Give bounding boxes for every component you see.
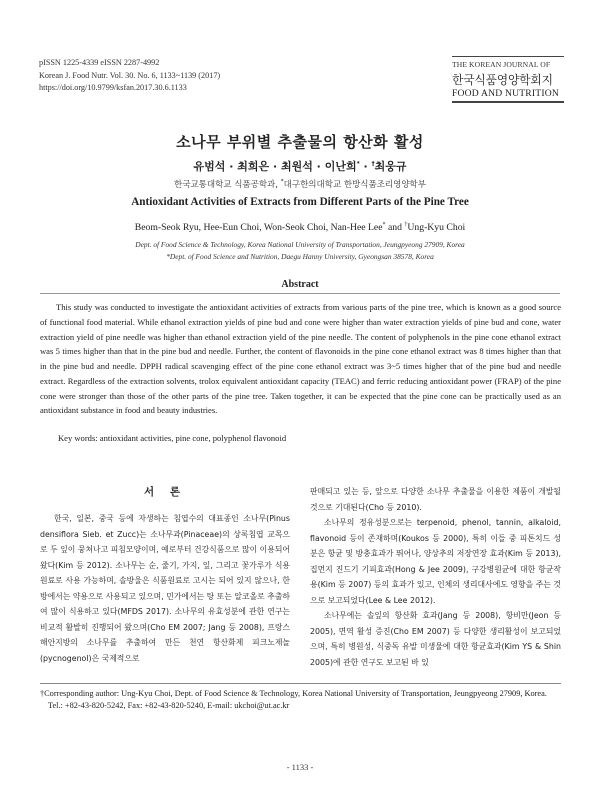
section-heading-intro: 서 론 bbox=[144, 486, 186, 498]
journal-name-en-top: THE KOREAN JOURNAL OF bbox=[452, 60, 551, 70]
doi-link[interactable]: https://doi.org/10.9799/ksfan.2017.30.6.1133 bbox=[39, 83, 187, 92]
keywords: Key words: antioxidant activities, pine cone, polyphenol flavonoid bbox=[58, 433, 287, 443]
issn-line: pISSN 1225-4339 eISSN 2287-4992 bbox=[39, 58, 160, 67]
journal-name-ko: 한국식품영양학회지 bbox=[452, 73, 553, 88]
intro-paragraph-1: 한국, 일본, 중국 등에 자생하는 침엽수의 대표종인 소나무(Pinus densiflora Sieb. et Zucc)는 소나무과(Pinaceae)의 상록침엽 교목으로 두 잎이 뭉쳐나고 피침모양이며, 예로부터 건강식품으로 많이 이용되어 왔다(Kim 등 2012). 소나무는 순, 줄기, 가지, 잎, 그리고 꽃가루가 식용원료로 사용 가능하며, 솔방울은 식품원료로 고시는 되어 있지 않으나, 한방에서는 약용으로 사용되고 있으며, 민가에서는 탕 또는 알코올로 추출하여 많이 식용하고 있다(MFDS 2017). 소나무의 유효성분에 관한 연구는 비교적 활발히 진행되어 왔으며(Cho EM 2007; Jang 등 2008), 프랑스 해안지방의 소나무를 추출하여 만든 천연 항산화제 피크노제놀(pycnogenol)은 국제적으로 bbox=[40, 514, 290, 663]
affiliation-en-1: Dept. of Food Science & Technology, Korea National University of Transportation, Jeungpyeong 27909, Korea bbox=[135, 240, 465, 249]
affiliation-en-2: *Dept. of Food Science and Nutrition, Daegu Hanny University, Gyeongsan 38578, Korea bbox=[166, 252, 434, 261]
intro-paragraph-3: 소나무에는 솔잎의 항산화 효과(Jang 등 2008), 항비만(Jeon 등 2005), 면역 활성 증진(Cho EM 2007) 등 다양한 생리활성이 보고되었으며, 특히 병원성, 식중독 유발 미생물에 대한 항균효과(Kim YS & Shin 2005)에 관한 연구도 보고된 바 있 bbox=[310, 611, 561, 667]
intro-left-column bbox=[40, 484, 290, 666]
affil-ko-part1: 한국교통대학교 식품공학과, bbox=[174, 180, 281, 190]
authors-en-mark1: * bbox=[382, 221, 386, 228]
authors-en-mark2: † bbox=[404, 221, 408, 228]
paper-title-ko: 소나무 부위별 추출물의 항산화 활성 bbox=[176, 133, 424, 151]
intro-right-column bbox=[310, 484, 561, 670]
authors-en bbox=[0, 222, 600, 233]
authors-ko-sep: · bbox=[359, 160, 372, 173]
authors-ko-mark2: † bbox=[371, 160, 375, 168]
affil-ko-mark: * bbox=[280, 178, 284, 186]
abstract-divider bbox=[40, 293, 560, 294]
intro-paragraph-2: 소나무의 정유성분으로는 terpenoid, phenol, tannin, alkaloid, flavonoid 등이 존재하며(Koukos 등 2000), 특히 이들 중 피톤치드 성분은 항균 및 방충효과가 뛰어나, 양상추의 저장연장 효과(Kim 등 2013), 집먼지 진드기 기피효과(Hong & Jee 2009), 구강병원균에 대한 항균작용(Kim 등 2007) 등의 효과가 있고, 인체의 생리대사에도 영향을 주는 것으로 보고되었다(Lee & Lee 2012). bbox=[310, 518, 561, 605]
paper-title-en: Antioxidant Activities of Extracts from Different Parts of the Pine Tree bbox=[131, 196, 469, 208]
header-meta bbox=[39, 57, 220, 95]
journal-name-en-bottom: FOOD AND NUTRITION bbox=[452, 88, 559, 100]
authors-en-names: Beom-Seok Ryu, Hee-Eun Choi, Won-Seok Choi, Nan-Hee Lee bbox=[134, 222, 383, 233]
affil-ko-part2: 대구한의대학교 한방식품조리영양학부 bbox=[283, 180, 426, 190]
journal-logo bbox=[452, 56, 564, 103]
authors-ko-mark1: * bbox=[356, 160, 360, 168]
abstract-body bbox=[40, 300, 561, 418]
logo-bottom-rule bbox=[452, 101, 564, 102]
citation-line: Korean J. Food Nutr. Vol. 30. No. 6, 1133~1139 (2017) bbox=[39, 70, 221, 80]
abstract-heading: Abstract bbox=[281, 279, 319, 290]
affiliation-ko bbox=[0, 178, 600, 190]
page-number: - 1133 - bbox=[286, 762, 314, 772]
authors-ko bbox=[0, 158, 600, 174]
corresponding-author-footnote: †Corresponding author: Ung-Kyu Choi, Dept. of Food Science & Technology, Korea National University of Transportation, Jeungpyeong 27909, Korea. Tel.: +82-43-820-5242, Fax: +82-43-820-5240, E-mail: ukchoi@ut.ac.kr bbox=[40, 689, 547, 711]
logo-top-rule bbox=[452, 56, 564, 57]
authors-en-and: and bbox=[385, 222, 405, 233]
authors-ko-last: 최웅규 bbox=[374, 160, 407, 173]
abstract-text: This study was conducted to investigate the antioxidant activities of extracts from various parts of the pine tree, which is known as a good source of functional food material. While ethanol extraction yields of pine bud and cone were higher than water extraction yields of pine bud and cone, water extraction yield of pine needle was higher than ethanol extraction yield of the pine needle. The content of polyphenols in the pine cone ethanol extract was 5 times higher than that in the pine bud and needle. Further, the content of flavonoids in the pine cone ethanol extract was 8 times higher than that in the pine bud and needle. DPPH radical scavenging effect of the pine cone ethanol extract was 3~5 times higher that of the pine bud and needle extract. Regardless of the extraction solvents, trolox equivalent antioxidant capacity (TEAC) and ferric reducing antioxidant power (FRAP) of the pine cone were stronger than those of the other parts of the pine tree. Taken together, it can be expected that the pine cone can be practically used as an antioxidant substance in food and beauty industries. bbox=[40, 302, 561, 416]
authors-en-last: Ung-Kyu Choi bbox=[407, 222, 466, 233]
authors-ko-names: 유범석 · 최희은 · 최원석 · 이난희 bbox=[193, 160, 357, 173]
footnote-divider bbox=[40, 683, 561, 684]
intro-paragraph-1-cont: 판매되고 있는 등, 앞으로 다양한 소나무 추출물을 이용한 제품이 개발될 것으로 기대된다(Cho 등 2010). bbox=[310, 487, 561, 512]
